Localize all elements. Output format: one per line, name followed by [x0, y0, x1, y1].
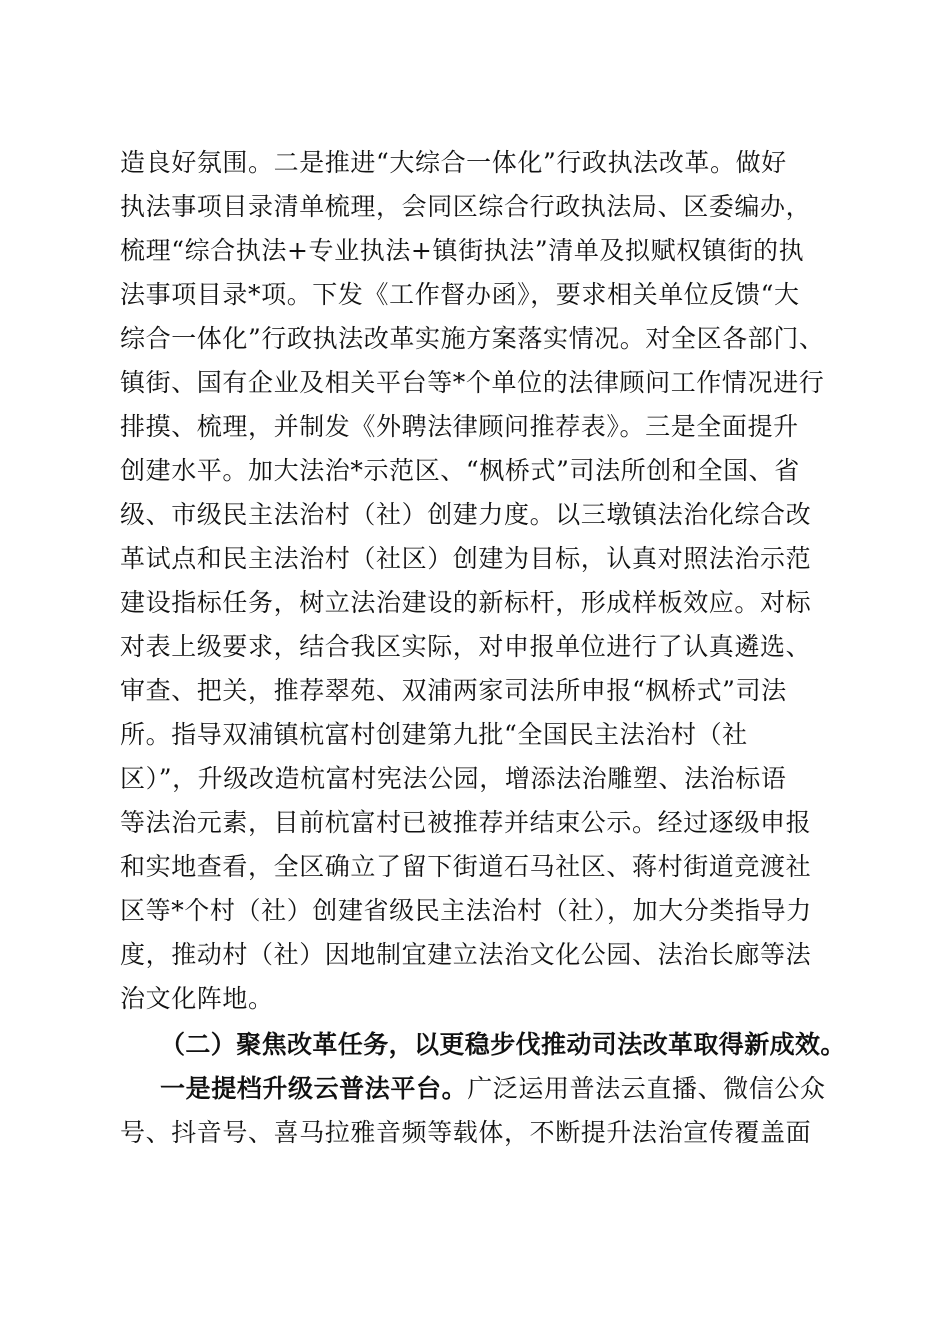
- paragraph-line: 法事项目录*项。下发《工作督办函》，要求相关单位反馈“大: [120, 280, 800, 309]
- section-heading: （二）聚焦改革任务，以更稳步伐推动司法改革取得新成效。: [160, 1030, 846, 1059]
- paragraph-line: 度，推动村（社）因地制宜建立法治文化公园、法治长廊等法: [120, 940, 812, 969]
- paragraph-text: 广泛运用普法云直播、微信公众: [467, 1074, 826, 1103]
- paragraph-line: 执法事项目录清单梳理，会同区综合行政执法局、区委编办，: [120, 192, 812, 221]
- paragraph-line: 区）”，升级改造杭富村宪法公园，增添法治雕塑、法治标语: [120, 764, 787, 793]
- paragraph-line: 对表上级要求，结合我区实际，对申报单位进行了认真遴选、: [120, 632, 812, 661]
- paragraph-line: 审查、把关，推荐翠苑、双浦两家司法所申报“枫桥式”司法: [120, 676, 787, 705]
- paragraph-line: 镇街、国有企业及相关平台等*个单位的法律顾问工作情况进行: [120, 368, 825, 397]
- paragraph-line: 治文化阵地。: [120, 984, 274, 1013]
- paragraph-lead: 一是提档升级云普法平台。: [160, 1074, 468, 1103]
- paragraph-line: 造良好氛围。二是推进“大综合一体化”行政执法改革。做好: [120, 148, 787, 177]
- paragraph-line: 排摸、梳理，并制发《外聘法律顾问推荐表》。三是全面提升: [120, 412, 799, 441]
- paragraph-line: 革试点和民主法治村（社区）创建为目标，认真对照法治示范: [120, 544, 812, 573]
- paragraph-line: 综合一体化”行政执法改革实施方案落实情况。对全区各部门、: [120, 324, 825, 353]
- paragraph-line: 所。指导双浦镇杭富村创建第九批“全国民主法治村（社: [120, 720, 748, 749]
- paragraph-line: 等法治元素，目前杭富村已被推荐并结束公示。经过逐级申报: [120, 808, 812, 837]
- paragraph-line: 级、市级民主法治村（社）创建力度。以三墩镇法治化综合改: [120, 500, 812, 529]
- paragraph-line: 和实地查看，全区确立了留下街道石马社区、蒋村街道竞渡社: [120, 852, 812, 881]
- paragraph-line: 创建水平。加大法治*示范区、“枫桥式”司法所创和全国、省: [120, 456, 800, 485]
- paragraph-line: 号、抖音号、喜马拉雅音频等载体，不断提升法治宣传覆盖面: [120, 1118, 812, 1147]
- paragraph-line: 建设指标任务，树立法治建设的新标杆，形成样板效应。对标: [120, 588, 812, 617]
- paragraph-line: 梳理“综合执法+专业执法+镇街执法”清单及拟赋权镇街的执: [120, 236, 805, 265]
- paragraph-line-first: [160, 1068, 850, 1110]
- paragraph-line: 区等*个村（社）创建省级民主法治村（社），加大分类指导力: [120, 896, 812, 925]
